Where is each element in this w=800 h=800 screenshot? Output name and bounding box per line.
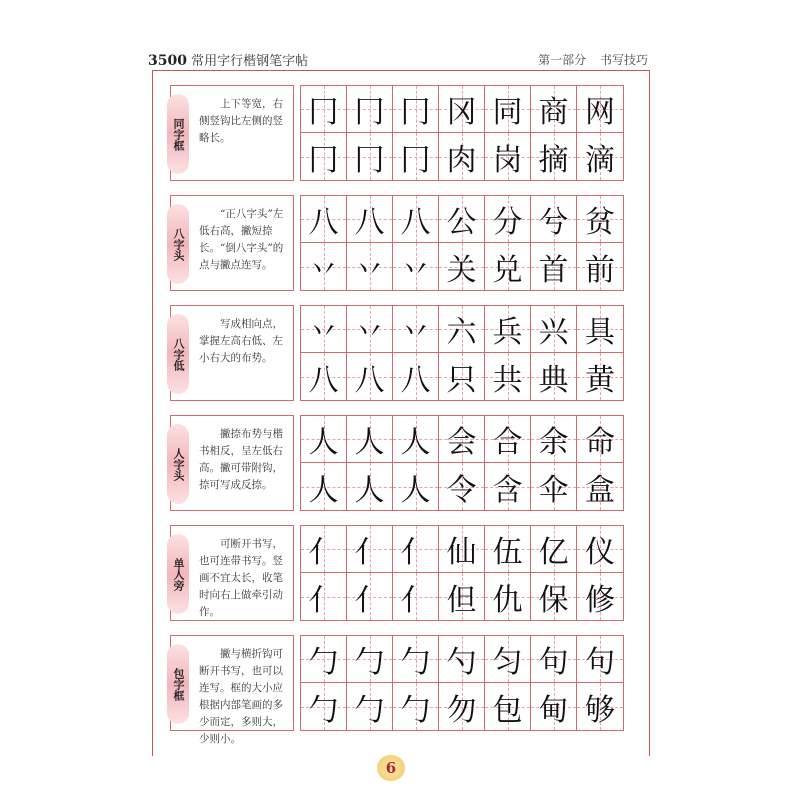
grid-cell xyxy=(485,196,531,243)
character: 滴 xyxy=(585,142,615,178)
grid-cell xyxy=(347,526,393,573)
character: 含 xyxy=(492,472,523,508)
description-box xyxy=(170,195,294,291)
grid-cell xyxy=(531,526,577,573)
grid-cell xyxy=(439,196,485,243)
character: 命 xyxy=(585,425,615,460)
character: 冂 xyxy=(308,142,339,178)
grid-cell xyxy=(531,133,577,180)
character: 勿 xyxy=(446,692,477,728)
description-box xyxy=(170,305,294,401)
character: 修 xyxy=(585,582,615,618)
grid-cell xyxy=(393,573,439,620)
character: 八 xyxy=(400,362,431,398)
grid-cell xyxy=(301,463,347,510)
practice-grid xyxy=(300,635,624,731)
grid-cell xyxy=(485,683,531,730)
character: 人 xyxy=(308,425,339,460)
grid-cell xyxy=(301,573,347,620)
grid-cell xyxy=(393,683,439,730)
grid-cell xyxy=(531,196,577,243)
character: 够 xyxy=(585,692,615,728)
grid-cell xyxy=(393,526,439,573)
grid-cell xyxy=(301,243,347,290)
grid-cell xyxy=(393,243,439,290)
practice-section xyxy=(170,305,630,401)
character: 冂 xyxy=(308,95,339,130)
grid-cell xyxy=(577,636,623,683)
practice-grid xyxy=(300,305,624,401)
grid-cell xyxy=(439,306,485,353)
grid-cell xyxy=(301,196,347,243)
radical-tag: 八字头 xyxy=(167,204,189,284)
grid-cell xyxy=(485,463,531,510)
character: 人 xyxy=(400,472,431,508)
grid-cell xyxy=(439,133,485,180)
character: 人 xyxy=(354,425,385,460)
section-header xyxy=(538,51,648,68)
grid-cell xyxy=(347,416,393,463)
grid-cell xyxy=(485,133,531,180)
grid-cell xyxy=(577,526,623,573)
character: 八 xyxy=(354,205,385,240)
character: 句 xyxy=(585,645,615,680)
character: 亿 xyxy=(538,535,569,570)
radical-tag: 单人旁 xyxy=(167,534,189,614)
character: 人 xyxy=(308,472,339,508)
grid-cell xyxy=(347,573,393,620)
practice-grid xyxy=(300,195,624,291)
character: 八 xyxy=(308,362,339,398)
grid-cell xyxy=(439,353,485,400)
practice-section xyxy=(170,525,630,621)
character: 勹 xyxy=(400,692,431,728)
character: 只 xyxy=(446,362,477,398)
character: 分 xyxy=(492,205,523,240)
radical-tag: 同字框 xyxy=(167,94,189,174)
grid-cell xyxy=(347,196,393,243)
character: 包 xyxy=(492,692,523,728)
page-number: 6 xyxy=(377,755,405,781)
description-box xyxy=(170,85,294,181)
character: 丷 xyxy=(308,252,339,288)
grid-cell xyxy=(485,573,531,620)
description-text: “正八字头”左低右高，撇短捺长。“倒八字头”的点与撇点连写。 xyxy=(199,208,284,271)
character: 匀 xyxy=(492,645,523,680)
character: 人 xyxy=(400,425,431,460)
grid-cell xyxy=(531,353,577,400)
grid-cell xyxy=(439,683,485,730)
character: 六 xyxy=(446,315,477,350)
grid-cell xyxy=(531,306,577,353)
character: 丷 xyxy=(354,315,385,350)
grid-cell xyxy=(531,636,577,683)
character: 勹 xyxy=(400,645,431,680)
description-text: 可断开书写，也可连带书写。竖画不宜太长，收笔时向右上做牵引动作。 xyxy=(199,538,283,618)
character: 同 xyxy=(492,95,523,130)
grid-cell xyxy=(347,636,393,683)
practice-section xyxy=(170,635,630,745)
radical-tag: 八字低 xyxy=(167,314,189,394)
grid-cell xyxy=(301,306,347,353)
character: 合 xyxy=(492,425,523,460)
character: 八 xyxy=(400,205,431,240)
character: 但 xyxy=(446,582,477,618)
character: 仪 xyxy=(585,535,615,570)
grid-cell xyxy=(393,463,439,510)
grid-cell xyxy=(439,416,485,463)
practice-section xyxy=(170,415,630,511)
character: 前 xyxy=(585,252,615,288)
grid-cell xyxy=(301,526,347,573)
character: 具 xyxy=(585,315,615,350)
description-text: 写成相向点，掌握左高右低、左小右大的布势。 xyxy=(199,318,283,364)
grid-cell xyxy=(531,86,577,133)
character: 仇 xyxy=(492,582,523,618)
character: 令 xyxy=(446,472,477,508)
description-text: 上下等宽，右侧竖钩比左侧的竖略长。 xyxy=(199,98,283,144)
character: 勺 xyxy=(446,645,477,680)
character: 盒 xyxy=(585,472,615,508)
practice-grid xyxy=(300,85,624,181)
grid-cell xyxy=(347,86,393,133)
character: 仙 xyxy=(446,535,477,570)
character: 黄 xyxy=(585,362,615,398)
grid-cell xyxy=(439,573,485,620)
character: 亻 xyxy=(354,582,385,618)
description-box xyxy=(170,415,294,511)
character: 亻 xyxy=(308,535,339,570)
character: 兑 xyxy=(492,252,523,288)
grid-cell xyxy=(439,526,485,573)
radical-tag: 包字框 xyxy=(167,644,189,724)
grid-cell xyxy=(531,573,577,620)
character: 丷 xyxy=(400,315,431,350)
character: 勹 xyxy=(308,692,339,728)
grid-cell xyxy=(393,86,439,133)
character: 商 xyxy=(538,95,569,130)
character: 会 xyxy=(446,425,477,460)
grid-cell xyxy=(301,683,347,730)
grid-cell xyxy=(393,196,439,243)
character: 亻 xyxy=(400,535,431,570)
grid-cell xyxy=(439,86,485,133)
grid-cell xyxy=(485,526,531,573)
grid-cell xyxy=(393,306,439,353)
grid-cell xyxy=(393,353,439,400)
grid-cell xyxy=(577,416,623,463)
section-label: 书写技巧 xyxy=(599,53,648,67)
character: 亻 xyxy=(308,582,339,618)
character: 兵 xyxy=(492,315,523,350)
character: 兮 xyxy=(538,205,569,240)
grid-cell xyxy=(577,86,623,133)
character: 岗 xyxy=(492,142,523,178)
grid-cell xyxy=(485,243,531,290)
grid-cell xyxy=(393,133,439,180)
character: 网 xyxy=(585,95,615,130)
character: 勹 xyxy=(354,692,385,728)
grid-cell xyxy=(301,353,347,400)
character: 冂 xyxy=(354,142,385,178)
grid-cell xyxy=(301,416,347,463)
character: 冂 xyxy=(354,95,385,130)
grid-cell xyxy=(577,243,623,290)
character: 甸 xyxy=(538,692,569,728)
grid-cell xyxy=(347,463,393,510)
character: 伞 xyxy=(538,472,569,508)
practice-grid xyxy=(300,415,624,511)
grid-cell xyxy=(347,133,393,180)
grid-cell xyxy=(577,306,623,353)
character: 共 xyxy=(492,362,523,398)
character: 八 xyxy=(308,205,339,240)
practice-section xyxy=(170,195,630,291)
character: 关 xyxy=(446,252,477,288)
character: 勹 xyxy=(308,645,339,680)
description-text: 撇与横折钩可断开书写，也可以连写。框的大小应根据内部笔画的多少而定，多则大，少则小。 xyxy=(199,648,283,745)
character: 贫 xyxy=(585,205,615,240)
grid-cell xyxy=(347,306,393,353)
grid-cell xyxy=(577,353,623,400)
character: 亻 xyxy=(354,535,385,570)
character: 保 xyxy=(538,582,569,618)
grid-cell xyxy=(393,636,439,683)
practice-grid xyxy=(300,525,624,621)
character: 勹 xyxy=(354,645,385,680)
character: 典 xyxy=(538,362,569,398)
character: 公 xyxy=(446,205,477,240)
radical-tag: 人字头 xyxy=(167,424,189,504)
grid-cell xyxy=(485,306,531,353)
character: 兴 xyxy=(538,315,569,350)
grid-cell xyxy=(439,243,485,290)
grid-cell xyxy=(347,353,393,400)
grid-cell xyxy=(347,243,393,290)
grid-cell xyxy=(577,463,623,510)
character: 首 xyxy=(538,252,569,288)
character: 肉 xyxy=(446,142,477,178)
character: 丷 xyxy=(400,252,431,288)
grid-cell xyxy=(577,133,623,180)
practice-section xyxy=(170,85,630,181)
character: 冂 xyxy=(400,142,431,178)
grid-cell xyxy=(301,86,347,133)
description-box xyxy=(170,525,294,621)
grid-cell xyxy=(485,86,531,133)
grid-cell xyxy=(439,636,485,683)
grid-cell xyxy=(531,243,577,290)
grid-cell xyxy=(531,416,577,463)
character: 冈 xyxy=(446,95,477,130)
character: 丷 xyxy=(354,252,385,288)
grid-cell xyxy=(531,683,577,730)
grid-cell xyxy=(577,683,623,730)
grid-cell xyxy=(301,636,347,683)
description-text: 撇捺布势与楷书相反，呈左低右高。撇可带附钩，捺可写成反捺。 xyxy=(199,428,283,491)
part-label: 第一部分 xyxy=(538,53,587,67)
character: 伍 xyxy=(492,535,523,570)
grid-cell xyxy=(577,196,623,243)
grid-cell xyxy=(439,463,485,510)
book-title xyxy=(148,50,308,69)
grid-cell xyxy=(577,573,623,620)
book-number: 3500 xyxy=(148,53,187,69)
grid-cell xyxy=(485,416,531,463)
grid-cell xyxy=(301,133,347,180)
character: 丷 xyxy=(308,315,339,350)
character: 摘 xyxy=(538,142,569,178)
character: 亻 xyxy=(400,582,431,618)
book-title-text: 常用字行楷钢笔字帖 xyxy=(191,54,309,69)
grid-cell xyxy=(531,463,577,510)
description-box xyxy=(170,635,294,745)
grid-cell xyxy=(393,416,439,463)
character: 八 xyxy=(354,362,385,398)
grid-cell xyxy=(485,636,531,683)
character: 余 xyxy=(538,425,569,460)
character: 句 xyxy=(538,645,569,680)
grid-cell xyxy=(485,353,531,400)
character: 冂 xyxy=(400,95,431,130)
grid-cell xyxy=(347,683,393,730)
character: 人 xyxy=(354,472,385,508)
